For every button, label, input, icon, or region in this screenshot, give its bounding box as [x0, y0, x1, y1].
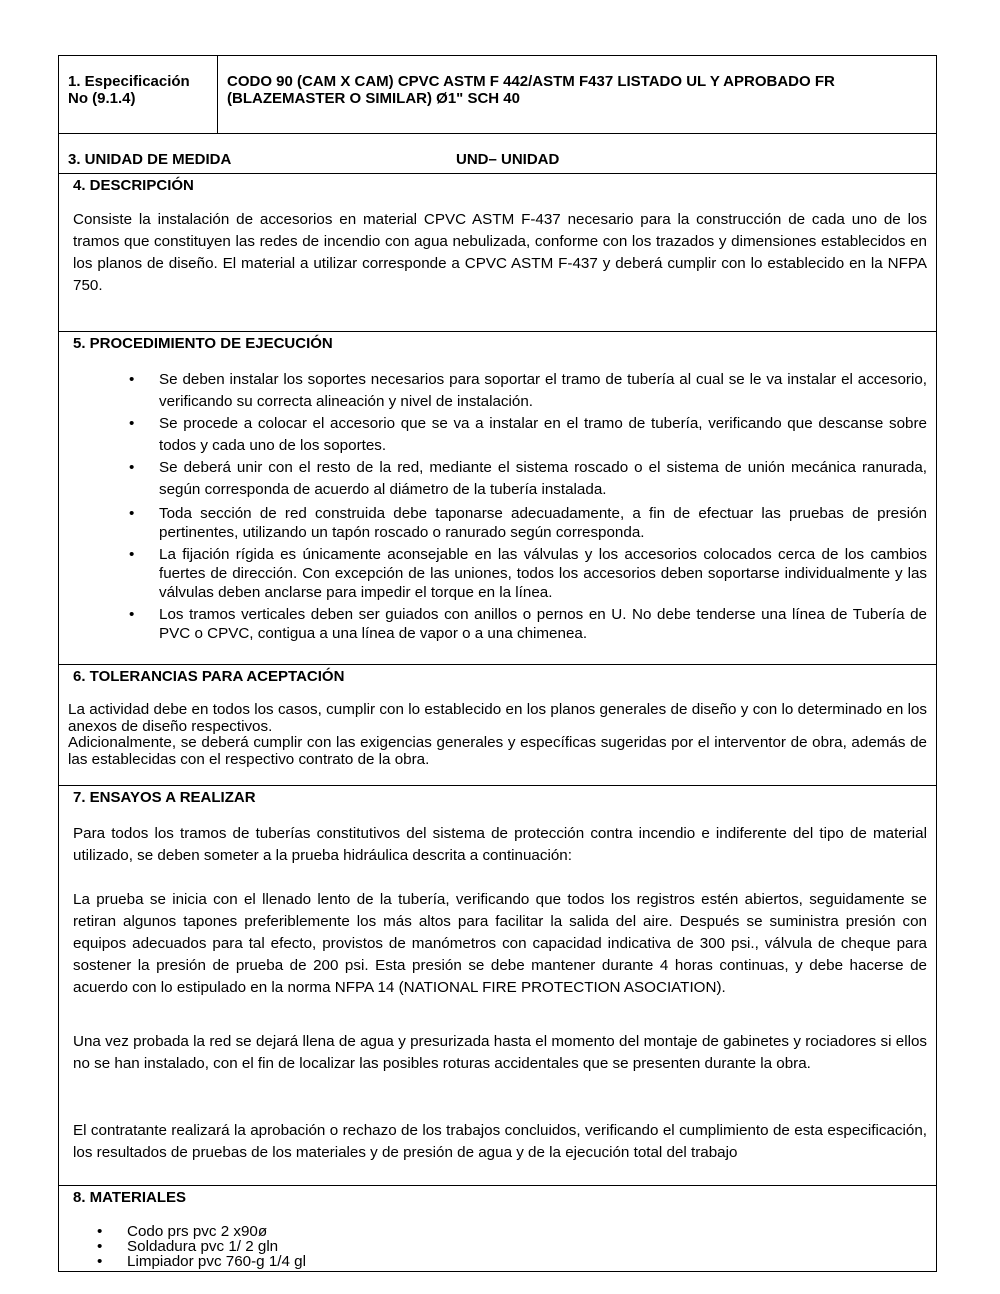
description-text: Consiste la instalación de accesorios en material CPVC ASTM F-437 necesario para la construcción de cada uno de los tramos que constituyen las redes de incendio con agua nebulizada, conforme con los trazados y dimensiones establecidos en los planos de diseño. El material a utilizar corresponde a CPVC ASTM F-437 y deberá cumplir con lo establecido en la NFPA 750.: [73, 211, 927, 294]
list-item-text: Los tramos verticales deben ser guiados con anillos o pernos en U. No debe tenderse una línea de Tubería de PVC o CPVC, contigua a una línea de vapor o a una chimenea.: [159, 606, 927, 642]
list-item: [59, 457, 927, 501]
bullet-icon: •: [129, 371, 135, 388]
unit-label: 3. UNIDAD DE MEDIDA: [68, 151, 232, 168]
procedure-heading: 5. PROCEDIMIENTO DE EJECUCIÓN: [73, 335, 333, 352]
bullet-icon: •: [129, 505, 135, 522]
list-item: [59, 413, 927, 457]
list-item-text: Se deberá unir con el resto de la red, mediante el sistema roscado o el sistema de unión mecánica ranurada, según corresponda de acuerdo al diámetro de la tubería instalada.: [159, 459, 927, 498]
spec-number-label: 1. Especificación: [68, 73, 190, 90]
tolerances-paragraph-2: Adicionalmente, se deberá cumplir con las exigencias generales y específicas sugeridas por el interventor de obra, además de las establecidas con el respectivo contrato de la obra.: [68, 734, 927, 768]
list-item: [59, 1224, 306, 1239]
list-item-text: Codo prs pvc 2 x90ø: [127, 1223, 268, 1240]
description-section: [59, 174, 936, 332]
materials-section: [59, 1186, 936, 1272]
tolerances-heading: 6. TOLERANCIAS PARA ACEPTACIÓN: [73, 668, 345, 685]
list-item: [59, 1239, 306, 1254]
bullet-icon: •: [129, 546, 135, 563]
bullet-icon: •: [129, 415, 135, 432]
list-item-text: Se procede a colocar el accesorio que se va a instalar en el tramo de tubería, verificando que descanse sobre todos y cada uno de los soportes.: [159, 415, 927, 454]
unit-value: UND– UNIDAD: [456, 151, 560, 168]
spec-number-cell: [59, 56, 218, 133]
procedure-section: [59, 332, 936, 665]
tolerances-section: [59, 665, 936, 786]
materials-list: [59, 1224, 306, 1269]
list-item-text: Soldadura pvc 1/ 2 gln: [127, 1238, 279, 1255]
tests-paragraph-1: Para todos los tramos de tuberías constitutivos del sistema de protección contra incendio e indiferente del tipo de material utilizado, se deben someter a la prueba hidráulica descrita a continuación:: [73, 825, 927, 864]
specification-sheet: [58, 55, 937, 1272]
tests-paragraph-3: Una vez probada la red se dejará llena de agua y presurizada hasta el momento del montaje de gabinetes y rociadores si ellos no se han instalado, con el fin de localizar las posibles roturas accidentales que se presenten durante la obra.: [73, 1033, 927, 1072]
bullet-icon: •: [97, 1223, 103, 1240]
tests-paragraph-4: El contratante realizará la aprobación o rechazo de los trabajos concluidos, verificando el cumplimiento de esta especificación, los resultados de pruebas de los materiales y de presión de agua y de la ejecución total del trabajo: [73, 1122, 927, 1161]
list-item: [59, 605, 927, 643]
list-item-text: Limpiador pvc 760-g 1/4 gl: [127, 1253, 306, 1270]
tolerances-text: [68, 702, 927, 768]
list-item-text: Toda sección de red construida debe taponarse adecuadamente, a fin de efectuar las pruebas de presión pertinentes, utilizando un tapón roscado o ranurado según corresponda.: [159, 505, 927, 541]
bullet-icon: •: [97, 1238, 103, 1255]
bullet-icon: •: [97, 1253, 103, 1270]
list-item: [59, 1254, 306, 1269]
materials-heading: 8. MATERIALES: [73, 1189, 187, 1206]
list-item: [59, 369, 927, 413]
tolerances-paragraph-1: La actividad debe en todos los casos, cumplir con lo establecido en los planos generales de diseño y con lo determinado en los anexos de diseño respectivos.: [68, 701, 927, 735]
bullet-icon: •: [129, 606, 135, 623]
spec-number-value: No (9.1.4): [68, 90, 136, 107]
tests-paragraph-2: La prueba se inicia con el llenado lento de la tubería, verificando que todos los registros estén abiertos, seguidamente se retiran algunos tapones preferiblemente los más altos para facilitar la salida del aire. Después se suministra presión con equipos adecuados para tal efecto, provistos de manómetros con capacidad indicativa de 300 psi., válvula de cheque para sostener la presión de prueba de 200 psi. Esta presión se debe mantener durante 4 horas continuas, y debe hacerse de acuerdo con lo estipulado en la norma NFPA 14 (NATIONAL FIRE PROTECTION ASOCIATION).: [73, 891, 927, 996]
tests-section: [59, 786, 936, 1186]
list-item: [59, 545, 927, 602]
list-item-text: Se deben instalar los soportes necesarios para soportar el tramo de tubería al cual se le va instalar el accesorio, verificando su correcta alineación y nivel de instalación.: [159, 371, 927, 410]
list-item: [59, 504, 927, 542]
list-item-text: La fijación rígida es únicamente aconsejable en las válvulas y los accesorios colocados cerca de los cambios fuertes de dirección. Con excepción de las uniones, todos los accesorios deben soportarse individualmente y las válvulas deben anclarse para impedir el torque en la línea.: [159, 546, 927, 601]
description-heading: 4. DESCRIPCIÓN: [73, 177, 194, 194]
tests-heading: 7. ENSAYOS A REALIZAR: [73, 789, 256, 806]
unit-row: [59, 134, 936, 174]
bullet-icon: •: [129, 459, 135, 476]
spec-title: CODO 90 (CAM X CAM) CPVC ASTM F 442/ASTM F437 LISTADO UL Y APROBADO FR (BLAZEMASTER O SIMILAR) Ø1" SCH 40: [227, 73, 835, 107]
spec-header-row: [59, 56, 936, 134]
procedure-list: [59, 369, 927, 643]
